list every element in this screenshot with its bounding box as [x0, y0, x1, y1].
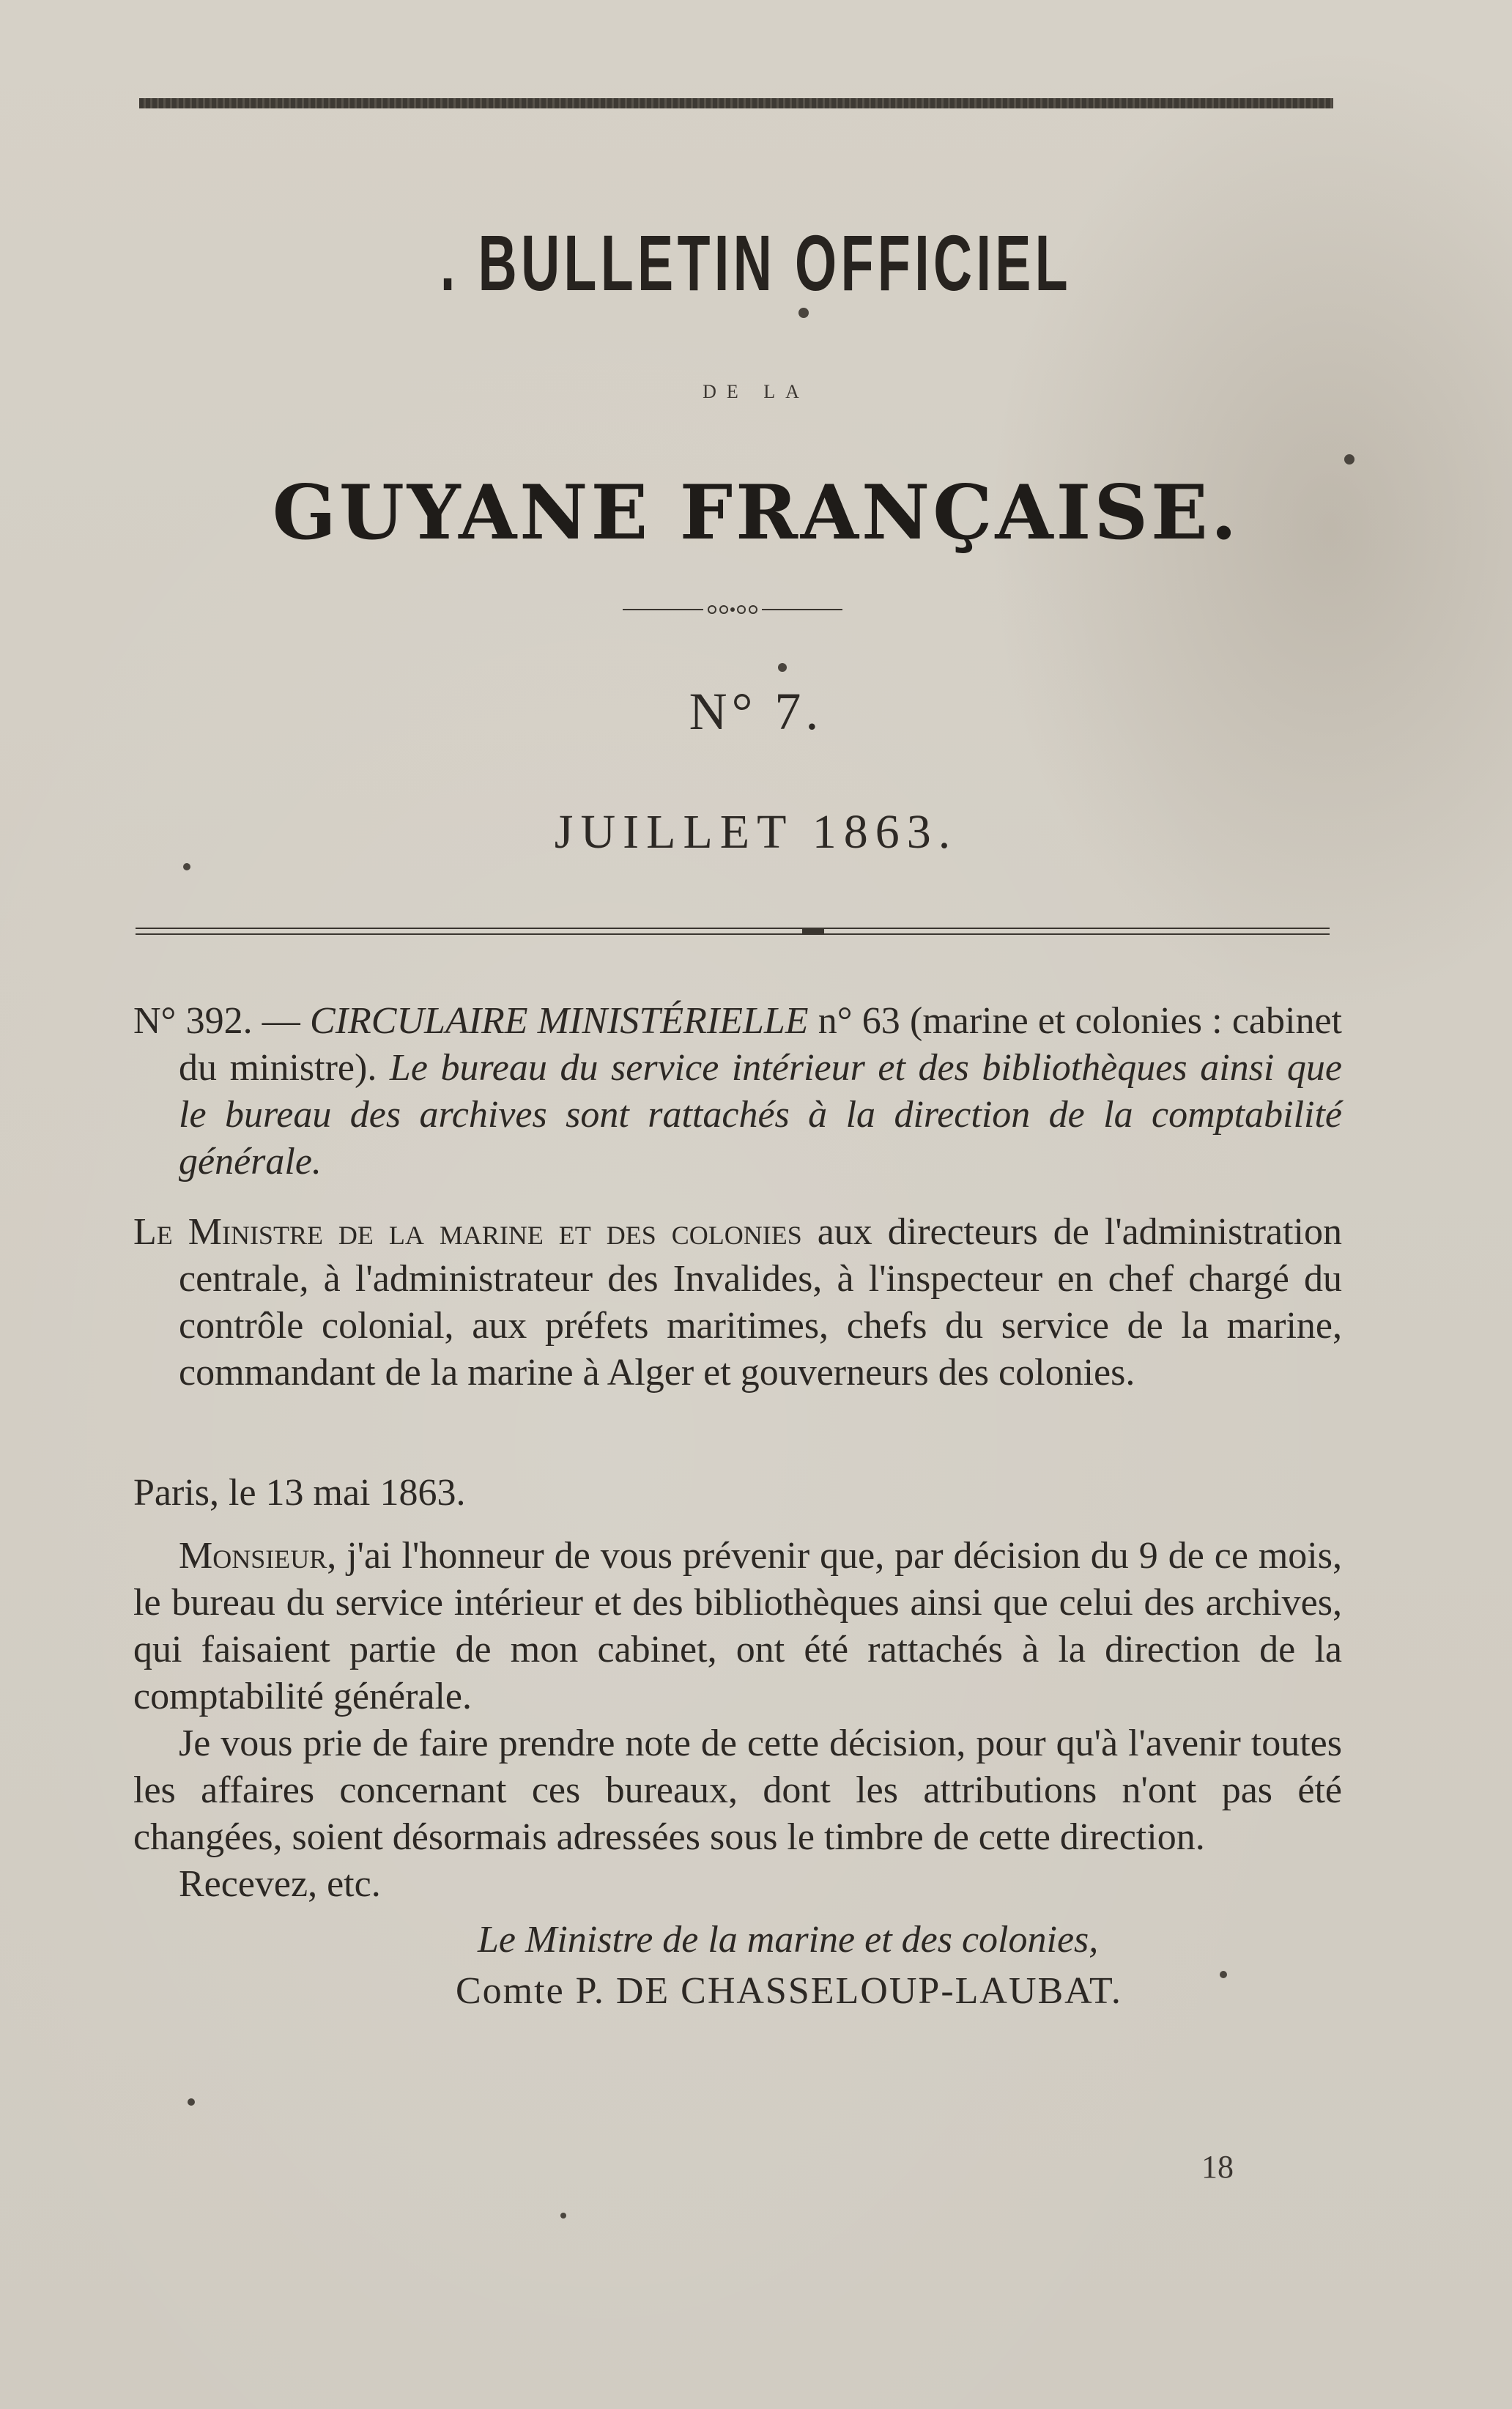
address-recipients: aux directeurs de l'administration centrale, à l'administrateur des Invalides, à l'inspecteur en chef chargé du contrôle colonial, aux préfets maritimes, chefs du service de la marine, commandant de la marine à Alger et gouverneurs des colonies. [179, 1211, 1342, 1394]
circular-heading [133, 998, 1342, 1185]
heading-paragraph [133, 998, 1342, 1185]
letter-date-line [133, 1470, 1342, 1517]
title-connector: DE LA [703, 381, 809, 402]
circular-type: CIRCULAIRE MINISTÉRIELLE [310, 1000, 809, 1042]
ink-speck [183, 863, 190, 870]
ink-speck [1344, 454, 1354, 465]
double-rule [136, 925, 1330, 938]
colony-title: GUYANE FRANÇAISE. [272, 469, 1240, 557]
issue-date: JUILLET 1863. [554, 805, 958, 859]
circular-summary: Le bureau du service intérieur et des bibliothèques ainsi que le bureau des archives sont rattachés à la direction de la comptabilité générale. [179, 1047, 1342, 1183]
paragraph-1-text: , j'ai l'honneur de vous prévenir que, par décision du 9 de ce mois, le bureau du service intérieur et des bibliothèques ainsi que celui des archives, qui faisaient partie de mon cabinet, ont été rattachés à la direction de la comptabilité générale. [133, 1535, 1342, 1717]
ink-speck [778, 663, 787, 672]
page-number: 18 [1201, 2149, 1234, 2185]
ink-speck [188, 2098, 195, 2106]
ink-speck [1220, 1971, 1227, 1978]
ornament-divider [623, 602, 842, 617]
minister-address: Le Ministre de la marine et des colonies [133, 1211, 802, 1253]
entry-number: N° 392. — [133, 1000, 311, 1042]
salutation: Monsieur [179, 1535, 327, 1577]
address-block [133, 1209, 1342, 1396]
letter-paragraph-1 [133, 1533, 1342, 1720]
letter-body [133, 1533, 1342, 2015]
address-paragraph [133, 1209, 1342, 1396]
ink-speck [560, 2213, 566, 2219]
letter-paragraph-2: Je vous prie de faire prendre note de cette décision, pour qu'à l'avenir toutes les affaires concernant ces bureaux, dont les attributions n'ont pas été changées, soient désormais adressées sous le timbre de cette direction. [133, 1722, 1342, 1858]
issue-number: N° 7. [689, 682, 823, 741]
top-rule [139, 98, 1333, 108]
ink-speck [798, 308, 809, 318]
place-date: Paris, le 13 mai 1863. [133, 1472, 466, 1514]
circular-reference: n° 63 (marine et colonies : cabinet du ministre). [179, 1000, 1342, 1089]
signature-title: Le Ministre de la marine et des colonies, [478, 1919, 1099, 1961]
signature-name: Comte P. DE CHASSELOUP-LAUBAT. [456, 1970, 1122, 2012]
bulletin-title: . BULLETIN OFFICIEL [440, 218, 1072, 307]
closing-formula: Recevez, etc. [179, 1863, 381, 1905]
